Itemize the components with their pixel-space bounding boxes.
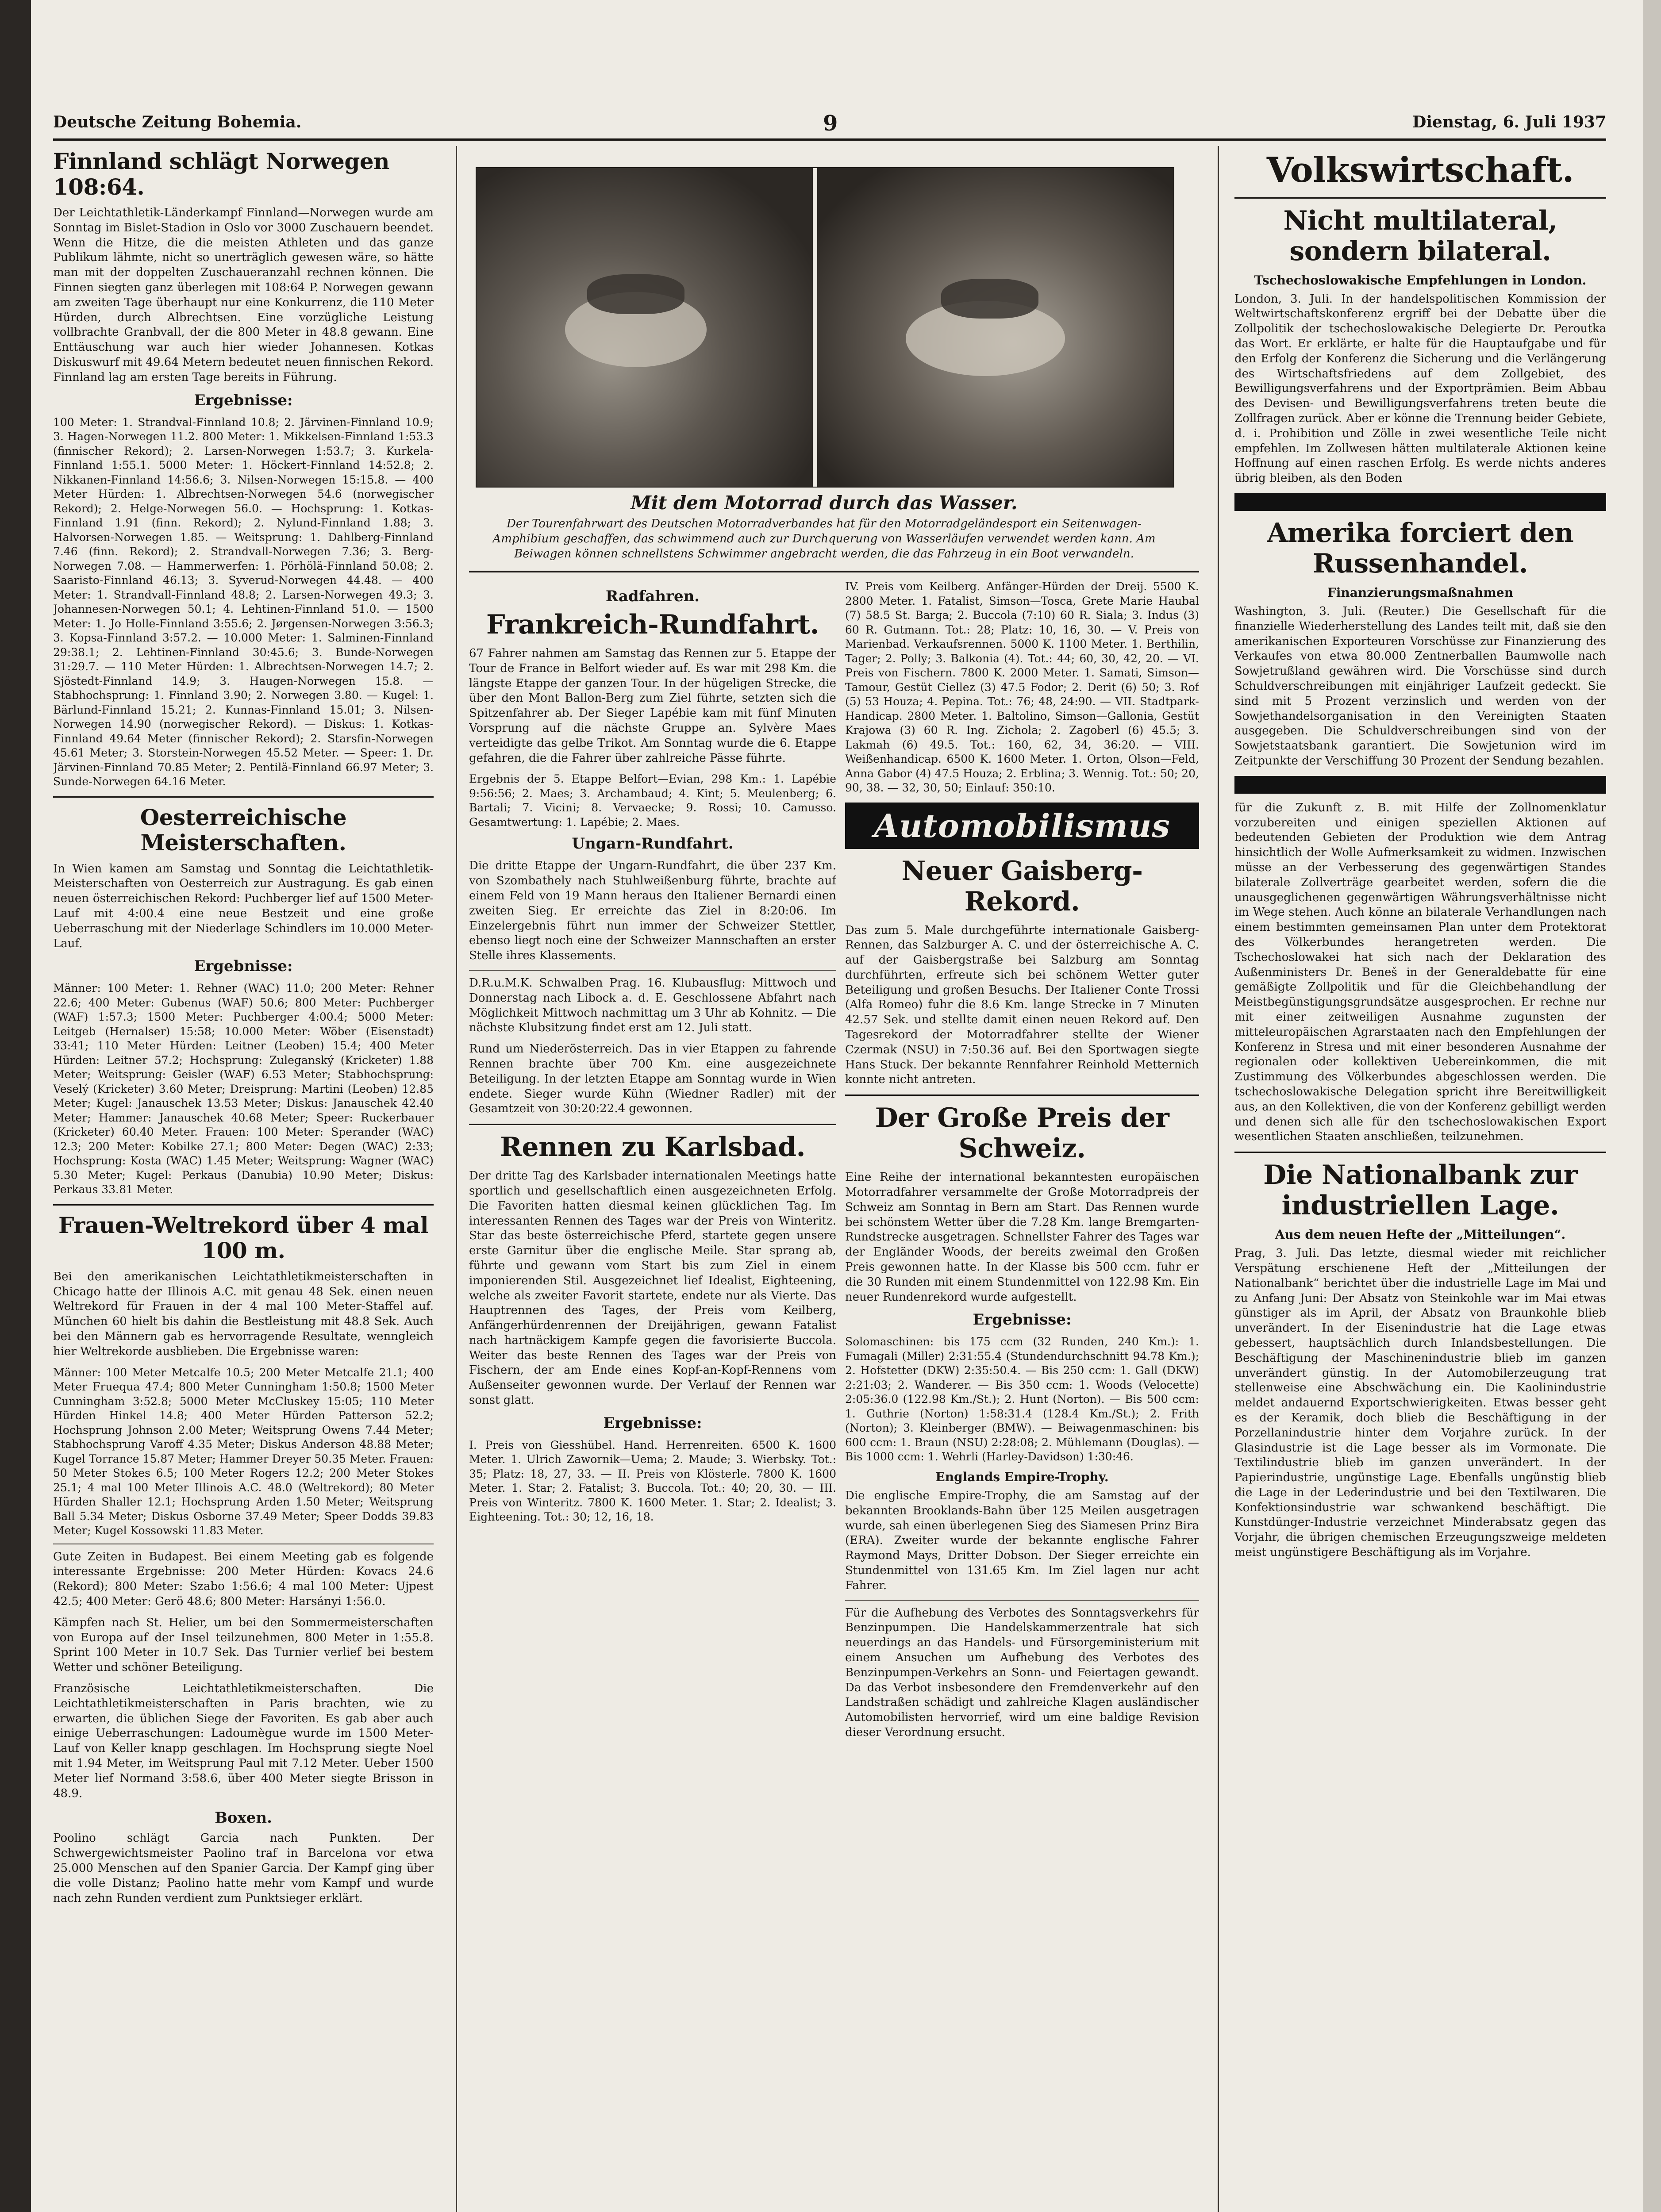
subhead-financing-measures: Finanzierungsmaßnahmen [1327, 585, 1514, 600]
column-cycling [469, 580, 836, 2212]
article-tariff-policy: für die Zukunft z. B. mit Hilfe der Zollnomenklatur vorzubereiten und einigen speziellen Aktionen auf bedeutenden Gebieten der Produktion wie dem Antrag hinsichtlich der Wolle Aufmerksamkeit zu widmen. Inzwischen müsse an der Verbesserung des gegenwärtigen Standes bilaterale Zollverträge gearbeitet werden, sofern die die unausgeglichenen gegenwärtigen Währungsverhältnisse nicht im Wege stehen. Auch könne an bilaterale Verhandlungen nach einem bestimmten gemeinsamen Plan unter dem Protektorat des Völkerbundes herangetreten werden. Die Tschechoslowakei hat sich nach der Deklaration des Außenministers Dr. Beneš in der Generaldebatte für eine gemäßigte Zollpolitik und für die Gleichbehandlung der Meistbegünstigungsgrundsätze ausgesprochen. Er rechne nur mit einer zeitweiligen Ausnahme zugunsten der mitteleuropäischen Agrarstaaten nach den Empfehlungen der Konferenz in Stresa und mit einer besonderen Ausnahme der regionalen oder kollektiven Uebereinkommen, die mit Zustimmung des Völkerbundes abgeschlossen werden. Die tschechoslowakische Delegation spricht ihre Bereitwilligkeit aus, an den Kollektiven, die von der Konferenz gebilligt werden und denen sich alle für den tschechoslowakischen Export wesentlichen Staaten anschließen, teilzunehmen. [1234, 801, 1606, 1144]
black-separator-bar [1234, 776, 1606, 794]
results-label: Ergebnisse: [603, 1414, 702, 1432]
headline-swiss-grand-prix: Der Große Preis der Schweiz. [875, 1102, 1169, 1164]
headline-hungary-tour: Ungarn-Rundfahrt. [572, 835, 734, 853]
results-finland-norway: 100 Meter: 1. Strandval-Finnland 10.8; 2. Järvinen-Finnland 10.9; 3. Hagen-Norwegen 11.2. 800 Meter: 1. Mikkelsen-Finnland 1:53.3 (finnischer Rekord); 2. Larsen-Norwegen 1:53.7; 3. Kurkela-Finnland 1:55.1. 5000 Meter: 1. Höckert-Finnland 14:52.8; 2. Nikkanen-Finnland 14:56.6; 3. Nilsen-Norwegen 15:15.8. — 400 Meter Hürden: 1. Albrechtsen-Norwegen 54.6 (norwegischer Rekord); 2. Helge-Norwegen 56.0. — Hochsprung: 1. Kotkas-Finnland 1.91 (finn. Rekord); 2. Nylund-Finnland 1.88; 3. Halvorsen-Norwegen 1.85. — Weitsprung: 1. Dahlberg-Finnland 7.46 (finn. Rekord); 2. Strandvall-Norwegen 7.36; 3. Berg-Norwegen 7.08. — Hammerwerfen: 1. Pörhölä-Finnland 50.08; 2. Saaristo-Finnland 46.13; 3. Syverud-Norwegen 44.48. — 400 Meter: 1. Strandvall-Finnland 48.8; 2. Larsen-Norwegen 49.3; 3. Johannesen-Norwegen 50.1; 4. Lehtinen-Finnland 51.0. — 1500 Meter: 1. Jo Holle-Finnland 3:55.6; 2. Jørgensen-Norwegen 3:56.3; 3. Kopsa-Finnland 3:57.2. — 10.000 Meter: 1. Salminen-Finnland 29:38.1; 2. Lehtinen-Finnland 30:45.6; 3. Bunde-Norwegen 31:29.7. — 110 Meter Hürden: 1. Albrechtsen-Norwegen 14.7; 2. Sjöstedt-Finnland 14.9; 3. Haugen-Norwegen 15.8. — Stabhochsprung: 1. Finnland 3.90; 2. Norwegen 3.80. — Kugel: 1. Bärlund-Finnland 15.21; 2. Kunnas-Finnland 15.01; 3. Nilsen-Norwegen 14.90 (norwegischer Rekord). — Diskus: 1. Kotkas-Finnland 49.64 Meter (finnischer Rekord); 2. Starsfin-Norwegen 45.61 Meter; 3. Storstein-Norwegen 45.52 Meter. — Speer: 1. Dr. Järvinen-Finnland 70.85 Meter; 2. Pentilä-Finnland 66.97 Meter; 3. Sunde-Norwegen 64.16 Meter. [53, 415, 434, 788]
article-budapest-times: Gute Zeiten in Budapest. Bei einem Meeting gab es folgende interessante Ergebnisse: 200 Meter Hürden: Kovacs 24.6 (Rekord); 800 Meter: Szabo 1:56.6; 4 mal 100 Meter: Ujpest 42.5; 400 Meter: Gerö 48.6; 800 Meter: Harsányi 1:56.0. [53, 1550, 434, 1609]
headline-multilateral: Nicht multilateral, sondern bilateral. [1283, 205, 1557, 267]
article-hungary-tour: Die dritte Etappe der Ungarn-Rundfahrt, die über 237 Km. von Szombathely nach Stuhlweißenburg führte, brachte auf einem Feld von 19 Mann heraus den Italiener Bernardi einen zweiten Sieg. Er erreichte das Ziel in 8:20:06. Im Einzelergebnis führt nun immer der Schweizer Stettler, ebenso liegt noch eine der Schweizer Mannschaften an erster Stelle ihres Klassements. [469, 859, 836, 963]
subhead-czechoslovak-recommendations: Tschechoslowakische Empfehlungen in London. [1254, 273, 1587, 288]
section-rule [1234, 1152, 1606, 1153]
results-tour-de-france: Ergebnis der 5. Etappe Belfort—Evian, 298 Km.: 1. Lapébie 9:56:56; 2. Maes; 3. Archambaud; 4. Kint; 5. Meulenberg; 6. Bartali; 7. Vicini; 8. Vervaecke; 9. Rossi; 10. Camusso. Gesamtwertung: 1. Lapébie; 2. Maes. [469, 772, 836, 829]
headline-america-russia-trade: Amerika forciert den Russenhandel. [1267, 518, 1574, 580]
results-women-relay: Männer: 100 Meter Metcalfe 10.5; 200 Meter Metcalfe 21.1; 400 Meter Fruequa 47.4; 800 Meter Cunningham 1:50.8; 1500 Meter Cunningham 3:52.8; 5000 Meter McCluskey 15:05; 110 Meter Hürden Hinkel 14.8; 400 Meter Hürden Patterson 52.2; Hochsprung Johnson 2.00 Meter; Weitsprung Owens 7.44 Meter; Stabhochsprung Varoff 4.35 Meter; Diskus Anderson 48.88 Meter; Kugel Torrance 15.87 Meter; Hammer Dreyer 50.35 Meter. Frauen: 50 Meter Stokes 6.5; 100 Meter Rogers 12.2; 200 Meter Stokes 25.1; 4 mal 100 Meter Illinois A.C. 48.0 (Weltrekord); 80 Meter Hürden Shaller 12.1; Hochsprung Arden 1.50 Meter; Weitsprung Ball 5.34 Meter; Diskus Osborne 37.49 Meter; Speer Dodds 39.83 Meter; Kugel Kossowski 11.83 Meter. [53, 1366, 434, 1537]
section-rule [53, 1204, 434, 1206]
headline-karlsbad-races: Rennen zu Karlsbad. [500, 1132, 805, 1163]
results-label: Ergebnisse: [194, 957, 293, 975]
section-rule [53, 796, 434, 798]
section-boxing: Boxen. [215, 1809, 272, 1827]
section-cycling: Radfahren. [605, 588, 700, 605]
photo-panel-right [817, 168, 1173, 487]
subhead-national-bank-report: Aus dem neuen Hefte der „Mitteilungen“. [1275, 1227, 1566, 1242]
headline-tour-de-france: Frankreich-Rundfahrt. [486, 609, 819, 640]
article-london-conference: London, 3. Juli. In der handelspolitischen Kommission der Weltwirtschaftskonferenz ergriff bei der Debatte über die Zollpolitik der tschechoslowakische Delegierte Dr. Peroutka das Wort. Er erklärte, er halte für die Hauptaufgabe und für den Erfolg der Konferenz die Sicherung und die Verlängerung des Wirtschaftsfriedens auf dem Zollgebiet, des Bewilligungsverfahrens und der Exportprämien. Beim Abbau des Devisen- und Bewilligungsverfahrens treten beute die Zollfragen zurück. Aber er könne die Trennung beider Gebiete, d. i. Prohibition und Zölle in zwei wesentliche Teile nicht empfehlen. Im Zollwesen hätten multilaterale Aktionen keine Hoffnung auf einen raschen Erfolg. Es werde nichts anderes übrig bleiben, als den Boden [1234, 292, 1606, 485]
results-label: Ergebnisse: [973, 1311, 1072, 1329]
article-prague-national-bank: Prag, 3. Juli. Das letzte, diesmal wieder mit reichlicher Verspätung erschienene Heft der „Mitteilungen der Nationalbank“ berichtet über die industrielle Lage im Mai und zu Anfang Juni: Der Absatz von Steinkohle war im Mai etwas günstiger als im April, der Absatz von Braunkohle blieb unverändert. In der Eisenindustrie hat die Lage etwas gebessert, hauptsächlich durch Inlandsbestellungen. Die Beschäftigung der Maschinenindustrie blieb im ganzen unverändert günstig. In der Automobilerzeugung trat stellenweise eine Abschwächung ein. Die Kaolinindustrie meldet andauernd Exportschwierigkeiten. Etwas besser geht es der Keramik, doch blieb die Beschäftigung in der Porzellanindustrie hinter dem Vorjahre zurück. In der Glasindustrie ist die Lage besser als im Vormonate. Die Textilindustrie blieb im ganzen unverändert. In der Papierindustrie, ungünstige Lage. Ebenfalls ungünstig blieb die Lage in der Lederindustrie und bei den Textilwaren. Die Konfektionsindustrie war schwankend beschäftigt. Die Kunstdünger-Industrie verzeichnet Minderabsatz gegen das Vorjahr, die übrigen chemischen Erzeugungszweige meldeten meist ungünstigere Beschäftigung als im Vorjahre. [1234, 1247, 1606, 1559]
column-divider [456, 146, 457, 2212]
article-cycling-schedule: D.R.u.M.K. Schwalben Prag. 16. Klubausflug: Mittwoch und Donnerstag nach Libock a. d. E. Geschlossene Abfahrt nach Möglichkeit Mittwoch nachmittag um 3 Uhr ab Kohnitz. — Die nächste Klubsitzung findet erst am 12. Juli statt. [469, 976, 836, 1035]
article-swiss-grand-prix: Eine Reihe der international bekanntesten europäischen Motorradfahrer versammelte der Große Motorradpreis der Schweiz am Sonntag in Bern am Start. Das Rennen wurde bei schönstem Wetter über die 7.28 Km. lange Bremgarten-Rundstrecke ausgetragen. Schnellster Fahrer des Tages war der Engländer Woods, der bereits zweimal den Großen Preis gewonnen hatte. In der Klasse bis 500 ccm. fuhr er die 30 Runden mit einem Stundenmittel von 122.98 Km. Ein neuer Rundenrekord wurde aufgestellt. [845, 1171, 1199, 1304]
section-banner-automobilismus: Automobilismus [845, 803, 1199, 849]
article-austrian-championships: In Wien kamen am Samstag und Sonntag die Leichtathletik-Meisterschaften von Oesterreich zur Austragung. Es gab einen neuen österreichischen Rekord: Puchberger lief auf 1500 Meter-Lauf mit 4:00.4 eine neue Bestzeit und eine große Ueberraschung mit der Niederlage Schindlers im 10.000 Meter-Lauf. [53, 862, 434, 950]
section-title-economy: Volkswirtschaft. [1266, 150, 1574, 190]
section-rule [469, 1124, 836, 1125]
black-separator-bar [1234, 493, 1606, 511]
article-sunday-driving-ban: Für die Aufhebung des Verbotes des Sonntagsverkehrs für Benzinpumpen. Die Handelskammerzentrale hat sich neuerdings an das Handels- und Fürsorgeministerium mit einem Ansuchen um Aufhebung des Verbotes des Benzinpumpen-Verkehrs an Sonn- und Feiertagen gewandt. Da das Verbot insbesondere den Fremdenverkehr auf den Landstraßen schädigt und zahlreiche Klagen ausländischer Automobilisten hervorrief, wird um eine baldige Revision dieser Verordnung ersucht. [845, 1606, 1199, 1739]
photo-motorcycle-boats [476, 167, 1174, 488]
page-number: 9 [823, 111, 838, 136]
headline-gaisberg-record: Neuer Gaisberg-Rekord. [901, 855, 1143, 917]
masthead-rule [53, 138, 1606, 141]
headline-empire-trophy: Englands Empire-Trophy. [935, 1469, 1109, 1484]
photo-panel-left [477, 168, 813, 487]
article-women-relay-record: Bei den amerikanischen Leichtathletikmeisterschaften in Chicago hatte der Illinois A.C. mit genau 48 Sek. einen neuen Weltrekord für Frauen in der 4 mal 100 Meter-Staffel auf. München 60 hielt bis dahin die Bestleistung mit 48.8 Sek. Auch bei den Männern gab es hervorragende Resultate, wenngleich hier Weltrekorde ausblieben. Die Ergebnisse waren: [53, 1270, 434, 1358]
boat-rider [587, 274, 684, 314]
section-rule [469, 970, 836, 971]
headline-national-bank-industry: Die Nationalbank zur industriellen Lage. [1263, 1160, 1577, 1221]
column-results-motoring [845, 580, 1199, 2212]
masthead [53, 113, 1606, 139]
article-karlsbad-races: Der dritte Tag des Karlsbader internationalen Meetings hatte sportlich und gesellschaftlich einen ausgezeichneten Erfolg. Die Favoriten hatten diesmal keinen glücklichen Tag. Im interessanten Rennen des Tages war der Preis von Winteritz. Star das beste österreichische Pferd, startete gegen unsere erste Garnitur über die englische Meile. Star sprang ab, führte und gewann vom Start bis zum Ziel in einem imponierenden Stil. Ausgezeichnet lief Idealist, Eighteening, welche als zweiter Favorit startete, endete nur als Vierte. Das Hauptrennen des Tages, der Preis vom Keilberg, Anfängerhürdenrennen der Dreijährigen, gewann Fatalist nach hartnäckigem Kampfe gegen die favorisierte Buccola. Weiter das beste Rennen des Tages war der Preis von Fischern, der am Ende eines Kopf-an-Kopf-Rennens vom Außenseiter gewonnen wurde. Der Verlauf der Rennen war sonst glatt. [469, 1169, 836, 1407]
section-rule [845, 1600, 1199, 1601]
column-sport-left [53, 146, 434, 2212]
scan-binding-edge [0, 0, 31, 2212]
scan-page-edge [1643, 0, 1661, 2212]
article-french-championships: Französische Leichtathletikmeisterschaften. Die Leichtathletikmeisterschaften in Paris brachten, wie zu erwarten, die üblichen Siege der Favoriten. Es gab aber auch einige Ueberraschungen: Ladoumègue wurde im 1500 Meter-Lauf von Keller knapp geschlagen. Im Hochsprung siegte Noel mit 1.94 Meter, im Weitsprung Paul mit 7.12 Meter. Ueber 1500 Meter lief Normand 3:58.6, über 400 Meter siegte Brisson in 48.9. [53, 1682, 434, 1800]
article-gaisberg-record: Das zum 5. Male durchgeführte internationale Gaisberg-Rennen, das Salzburger A. C. und der österreichische A. C. auf der Gaisbergstraße bei Salzburg am Sonntag durchführten, erfreute sich bei schönem Wetter guter Beteiligung und großen Besuchs. Der Italiener Conte Trossi (Alfa Romeo) fuhr die 8.6 Km. lange Strecke in 7 Minuten 42.57 Sek. und stellte damit einen neuen Rekord auf. Den Tagesrekord der Motorradfahrer stellte der Wiener Czermak (NSU) in 7:50.36 auf. Bei den Sportwagen siegte Hans Stuck. Der bekannte Rennfahrer Reinhold Metternich konnte nicht antreten. [845, 923, 1199, 1087]
results-karlsbad: I. Preis von Giesshübel. Hand. Herrenreiten. 6500 K. 1600 Meter. 1. Ulrich Zawornik—Uema; 2. Maude; 3. Wierbsky. Tot.: 35; Platz: 18, 27, 33. — II. Preis von Klösterle. 7800 K. 1600 Meter. 1. Star; 2. Fatalist; 3. Buccola. Tot.: 40; 20, 30. — III. Preis von Winteritz. 7800 K. 1600 Meter. 1. Star; 2. Idealist; 3. Eighteening. Tot.: 30; 12, 16, 18. [469, 1438, 836, 1524]
boat-rider [941, 279, 1038, 319]
article-kaempfen-europa: Kämpfen nach St. Helier, um bei den Sommermeisterschaften von Europa auf der Insel teilzunehmen, 800 Meter in 1:55.8. Sprint 100 Meter in 10.7 Sek. Das Turnier verlief bei bestem Wetter und schöner Beteiligung. [53, 1616, 434, 1674]
headline-finland-norway: Finnland schlägt Norwegen 108:64. [53, 148, 389, 200]
newspaper-name: Deutsche Zeitung Bohemia. [53, 113, 302, 131]
article-finland-norway: Der Leichtathletik-Länderkampf Finnland—Norwegen wurde am Sonntag im Bislet-Stadion in Oslo vor 3000 Zuschauern beendet. Wenn die Hitze, die die meisten Athleten und das ganze Publikum lähmte, nicht so unerträglich gewesen wäre, so hätte man mit der doppelten Zuschaueranzahl rechnen können. Die Finnen siegten ganz überlegen mit 108:64 P. Norwegen gewann am zweiten Tage überhaupt nur eine Konkurrenz, die 110 Meter Hürden, durch Albrechtsen. Eine vorzügliche Leistung vollbrachte Granbvall, der die 800 Meter in 48.8 gewann. Eine Enttäuschung war auch hier wieder Johannesen. Kotkas Diskuswurf mit 49.64 Metern bedeutet neuen finnischen Rekord. Finnland lag am ersten Tage bereits in Führung. [53, 206, 434, 384]
results-swiss-grand-prix: Solomaschinen: bis 175 ccm (32 Runden, 240 Km.): 1. Fumagali (Miller) 2:31:55.4 (Stundendurchschnitt 94.78 Km.); 2. Hofstetter (DKW) 2:35:50.4. — Bis 250 ccm: 1. Gall (DKW) 2:21:03; 2. Wanderer. — Bis 350 ccm: 1. Woods (Velocette) 2:05:36.0 (122.98 Km./St.); 2. Hunt (Norton). — Bis 500 ccm: 1. Guthrie (Norton) 1:58:31.4 (128.4 Km./St.); 2. Frith (Norton); 3. Kleinberger (BMW). — Beiwagenmaschinen: bis 600 ccm: 1. Braun (NSU) 2:28:08; 2. Mühlemann (Douglas). — Bis 1000 ccm: 1. Wehrli (Harley-Davidson) 1:30:46. [845, 1335, 1199, 1463]
results-label: Ergebnisse: [194, 391, 293, 409]
photo-caption-text: Der Tourenfahrwart des Deutschen Motorradverbandes hat für den Motorradgeländesport ein Seitenwagen-Amphibium geschaffen, das schwimmend auch zur Durchquerung von Wasserläufen verwendet werden kann. Am Beiwagen können schnellstens Schwimmer angebracht werden, die das Fahrzeug in ein Boot verwandeln. [492, 517, 1156, 561]
article-lower-austria: Rund um Niederösterreich. Das in vier Etappen zu fahrende Rennen brachte über 700 Km. eine ausgezeichnete Beteiligung. In der letzten Etappe am Sonntag wurde in Wien endete. Sieger wurde Kühn (Wiedner Radler) mit der Gesamtzeit von 30:20:22.4 gewonnen. [469, 1042, 836, 1116]
photo-divider [813, 168, 817, 487]
article-washington-cotton: Washington, 3. Juli. (Reuter.) Die Gesellschaft für die finanzielle Wiederherstellung des Landes teilt mit, daß sie den amerikanischen Exporteuren Vorschüsse zur Finanzierung des Verkaufes von etwa 80.000 Zentnerballen Baumwolle nach Sowjetrußland gewähren wird. Die Vorschüsse sind durch Schuldverschreibungen mit einjähriger Laufzeit gedeckt. Sie sind mit 5 Prozent verzinslich und werden von der Sowjethandelsorganisation in den Vereinigten Staaten ausgegeben. Die Schuldverschreibungen sind von der Sowjetstaatsbank garantiert. Die Sowjetunion wird im Zeitpunkte der Verschiffung 30 Prozent der Sendung bezahlen. [1234, 605, 1606, 768]
results-karlsbad-continued: IV. Preis vom Keilberg. Anfänger-Hürden der Dreij. 5500 K. 2800 Meter. 1. Fatalist, Simson—Tosca, Grete Marie Haubal (7) 58.5 St. Barga; 2. Buccola (7:10) 60 R. Siala; 3. Indus (3) 60 R. Gutmann. Tot.: 28; Platz: 10, 16, 30. — V. Preis von Marienbad. Verkaufsrennen. 5000 K. 1100 Meter. 1. Berthilin, Tager; 2. Polly; 3. Balkonia (4). Tot.: 44; 60, 30, 42, 20. — VI. Preis von Fischern. 7800 K. 2000 Meter. 1. Samati, Simson—Tamour, Gestüt Ciellez (3) 47.5 Fodor; 2. Derit (6) 50; 3. Rof (5) 53 Houza; 4. Pepina. Tot.: 76; 48, 24:90. — VII. Stadtpark-Handicap. 2800 Meter. 1. Baltolino, Simson—Gallonia, Gestüt Krajowa (3) 60 R. Ing. Zichola; 2. Zagoberl (6) 45.5; 3. Lakmah (6) 49.5. Tot.: 160, 62, 34, 36:20. — VIII. Weißenhandicap. 6500 K. 1600 Meter. 1. Orton, Olson—Feld, Anna Gabor (4) 47.5 Houza; 2. Erblina; 3. Wennig. Tot.: 50; 20, 90, 38. — 32, 30, 50; Einlauf: 350:10. [845, 580, 1199, 794]
article-boxing: Poolino schlägt Garcia nach Punkten. Der Schwergewichtsmeister Paolino traf in Barcelona vor etwa 25.000 Menschen auf den Spanier Garcia. Der Kampf ging über die volle Distanz; Paolino hatte mehr vom Kampf und wurde nach zehn Runden verdient zum Punktsieger erklärt. [53, 1832, 434, 1905]
article-tour-de-france: 67 Fahrer nahmen am Samstag das Rennen zur 5. Etappe der Tour de France in Belfort wieder auf. Es war mit 298 Km. die längste Etappe der ganzen Tour. In der hügeligen Strecke, die über den Mont Ballon-Berg zum Ziel führte, setzten sich die Spitzenfahrer ab. Der Sieger Lapébie kam mit fünf Minuten Vorsprung auf die nächste Gruppe an. Sylvère Maes verteidigte das gelbe Trikot. Am Sonntag wurde die 6. Etappe gefahren, die die Fahrer über zahlreiche Pässe führte. [469, 647, 836, 765]
headline-women-relay-record: Frauen-Weltrekord über 4 mal 100 m. [58, 1212, 429, 1264]
results-austrian-championships: Männer: 100 Meter: 1. Rehner (WAC) 11.0; 200 Meter: Rehner 22.6; 400 Meter: Gubenus (WAF) 50.6; 800 Meter: Puchberger (WAF) 1:57.3; 1500 Meter: Puchberger 4:00.4; 5000 Meter: Leitgeb (Hernalser) 15:58; 10.000 Meter: Wöber (Eisenstadt) 33:41; 110 Meter Hürden: Leitner (Leoben) 15.4; 400 Meter Hürden: Leitner 57.2; Hochsprung: Zuleganský (Kricketer) 1.88 Meter; Weitsprung: Geisler (WAF) 6.53 Meter; Stabhochsprung: Veselý (Kricketer) 3.60 Meter; Dreisprung: Martini (Leoben) 12.85 Meter; Kugel: Janauschek 13.53 Meter; Diskus: Janauschek 42.40 Meter; Hammer: Janauschek 40.68 Meter; Speer: Ruckerbauer (Kricketer) 60.40 Meter. Frauen: 100 Meter: Sperander (WAC) 12.3; 200 Meter: Kobilke 27.1; 800 Meter: Degen (WAC) 2:33; Hochsprung: Kosta (WAC) 1.45 Meter; Weitsprung: Wagner (WAC) 5.30 Meter; Kugel: Perkaus (Danubia) 10.90 Meter; Diskus: Perkaus 33.81 Meter. [53, 982, 434, 1196]
issue-date: Dienstag, 6. Juli 1937 [1412, 113, 1606, 131]
photo-caption-title: Mit dem Motorrad durch das Wasser. [631, 492, 1018, 514]
column-divider [1218, 146, 1219, 2212]
column-economy [1234, 146, 1606, 2212]
section-rule [1234, 197, 1606, 199]
headline-austrian-championships: Oesterreichische Meisterschaften. [140, 804, 347, 856]
section-rule [469, 571, 1199, 572]
section-rule [845, 1094, 1199, 1096]
article-empire-trophy: Die englische Empire-Trophy, die am Samstag auf der bekannten Brooklands-Bahn über 125 Meilen ausgetragen wurde, sah einen überlegenen Sieg des Siamesen Prinz Bira (ERA). Zweiter wurde der bekannte englische Fahrer Raymond Mays, Dritter Dobson. Der Sieger erreichte ein Stundenmittel von 131.65 Km. Im Ziel lagen nur acht Fahrer. [845, 1489, 1199, 1592]
